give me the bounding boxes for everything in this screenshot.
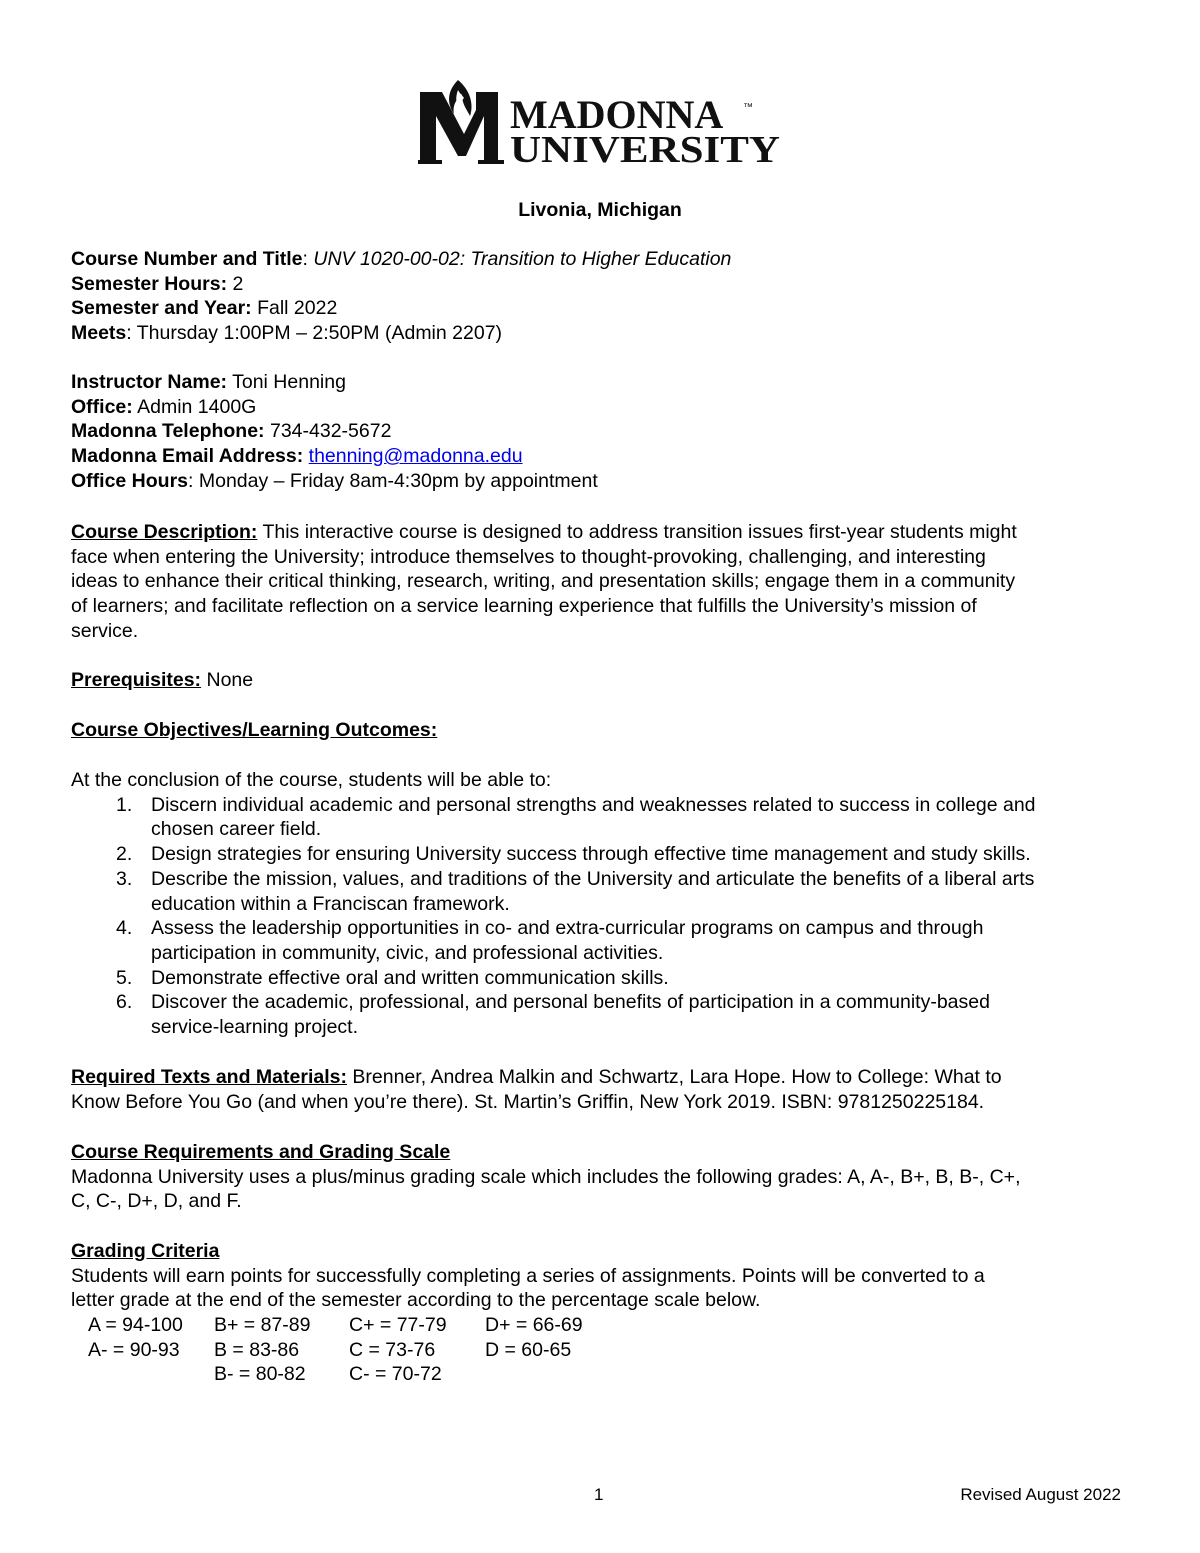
- revised-date: Revised August 2022: [960, 1485, 1121, 1504]
- objectives-heading: Course Objectives/Learning Outcomes:: [71, 719, 438, 741]
- description-heading: Course Description:: [71, 521, 258, 543]
- texts-heading: Required Texts and Materials:: [71, 1066, 347, 1088]
- objectives-intro: At the conclusion of the course, students will be able to:: [71, 769, 552, 791]
- instructor-info: [71, 370, 1131, 494]
- office: Office: Admin 1400G: [71, 395, 257, 418]
- list-item: 6. Discover the academic, professional, and personal benefits of participation in a community-based service-learning project.: [116, 991, 990, 1039]
- instructor-name: Instructor Name: Toni Henning: [71, 371, 346, 393]
- course-description: Course Description: This interactive course is designed to address transition issues first-year students might face when entering the University; introduce themselves to thought-provoking, challenging, and interesting ideas to enhance their critical thinking, research, writing, and presentation skills; engage them in a community of learners; and facilitate reflection on a service learning experience that fulfills the University’s mission of service.: [71, 521, 1017, 642]
- page-number: 1: [594, 1485, 604, 1504]
- svg-text:™: ™: [743, 102, 753, 113]
- prerequisites: Prerequisites: None: [71, 669, 254, 691]
- prerequisites-heading: Prerequisites:: [71, 669, 202, 691]
- syllabus-page: MADONNA ™ UNIVERSITY Livonia, Michigan Course Number and Title: UNV 1020-00-02: Transition to Higher Education Semester Hours: 2 Semester and Year: Fall 2022 Meets: Thursday 1:00PM – 2:50PM (Admin 2207) Instructor Name: Toni Henning Office: Admin 1400G Madonna Telephone: 734-432-5672 Madonna Email Address: thenning@madonna.edu Office Hours: Monday – Friday 8am-4:30pm by appointment Course Description: This interactive course is designed to address transition issues first-year students might face when entering the University; introduce themselves to thought-provoking, challenging, and interesting ideas to enhance their critical thinking, research, writing, and presentation skills; engage them in a community of learners; and facilitate reflection on a service learning experience that fulfills the University’s mission of service. Prerequisites: None Course Objectives/Learning Outcomes: At the conclusion of the course, students will be able to: 1. Discern individual academic and personal strengths and weaknesses related to success in college and chosen career field. 2. Design strategies for ensuring University success through effective time management and study skills. 3. Describe the mission, values, and traditions of the University and articulate the benefits of a liberal arts education within a Franciscan framework. 4. Assess the leadership opportunities in co- and extra-curricular programs on campus and through participation in community, civic, and professional activities. 5. Demonstrate effective oral and written communication skills. 6. Discover the academic, professional, and personal benefits of participation in a community-based service-learning project. Required Texts and Materials: Brenner, Andrea Malkin and Schwartz, Lara Hope. How to College: What to Know Before You Go (and when you’re there). St. Martin’s Griffin, New York 2019. ISBN: 9781250225184. Course Requirements and Grading Scale Madonna University uses a plus/minus grading scale which includes the following grades: A, A-, B+, B, B-, C+, C, C-, D+, D, and F. Grading Criteria Students will earn points for successfully completing a series of assignments. Points will be converted to a letter grade at the end of the semester according to the percentage scale below. A = 94-100 B+ = 87-89 C+ = 77-79 D+ = 66-69 A- = 90-93 B = 83-86 C = 73-76 D = 60-65 B- = 80-82 C- = 70-72 1 Revised August 2022: [0, 0, 1200, 1553]
- list-item: 2. Design strategies for ensuring University success through effective time management and study skills.: [116, 843, 1031, 866]
- list-item: 4. Assess the leadership opportunities in co- and extra-curricular programs on campus and through participation in community, civic, and professional activities.: [116, 917, 984, 964]
- course-number-title: Course Number and Title: UNV 1020-00-02: Transition to Higher Education: [71, 248, 732, 270]
- list-item: 3. Describe the mission, values, and traditions of the University and articulate the benefits of a liberal arts education within a Franciscan framework.: [116, 867, 1035, 915]
- logo-line1: MADONNA: [510, 92, 724, 137]
- logo-graphic: [418, 76, 782, 168]
- madonna-university-logo: [418, 76, 782, 168]
- list-item: 5. Demonstrate effective oral and written communication skills.: [116, 966, 669, 989]
- grading-scale-section: Course Requirements and Grading Scale Madonna University uses a plus/minus grading scale which includes the following grades: A, A-, B+, B, B-, C+, C, C-, D+, D, and F.: [71, 1141, 1021, 1213]
- grading-criteria: Grading Criteria Students will earn points for successfully completing a series of assignments. Points will be converted to a letter grade at the end of the semester according to the percentage scale below.: [71, 1240, 985, 1312]
- email: Madonna Email Address: thenning@madonna.edu: [71, 445, 523, 468]
- semester-year: Semester and Year: Fall 2022: [71, 297, 338, 320]
- semester-hours: Semester Hours: 2: [71, 272, 244, 295]
- objectives-list-block: [71, 768, 1131, 1040]
- meets: Meets: Thursday 1:00PM – 2:50PM (Admin 2207): [71, 322, 503, 345]
- location-heading: Livonia, Michigan: [518, 199, 682, 221]
- course-info: [71, 247, 1131, 346]
- requirements-heading: Course Requirements and Grading Scale: [71, 1141, 451, 1163]
- telephone: Madonna Telephone: 734-432-5672: [71, 420, 392, 443]
- list-item: 1. Discern individual academic and personal strengths and weaknesses related to success in college and chosen career field.: [116, 793, 1036, 841]
- objectives: [71, 718, 1131, 743]
- grading-heading: Grading Criteria: [71, 1240, 220, 1262]
- objectives-list: [0, 793, 1131, 1040]
- email-link[interactable]: thenning@madonna.edu: [308, 445, 523, 468]
- required-texts: Required Texts and Materials: Brenner, Andrea Malkin and Schwartz, Lara Hope. How to College: What to Know Before You Go (and when you’re there). St. Martin’s Griffin, New York 2019. ISBN: 9781250225184.: [71, 1066, 1002, 1113]
- logo-line2: UNIVERSITY: [510, 129, 780, 168]
- office-hours: Office Hours: Monday – Friday 8am-4:30pm by appointment: [71, 469, 598, 492]
